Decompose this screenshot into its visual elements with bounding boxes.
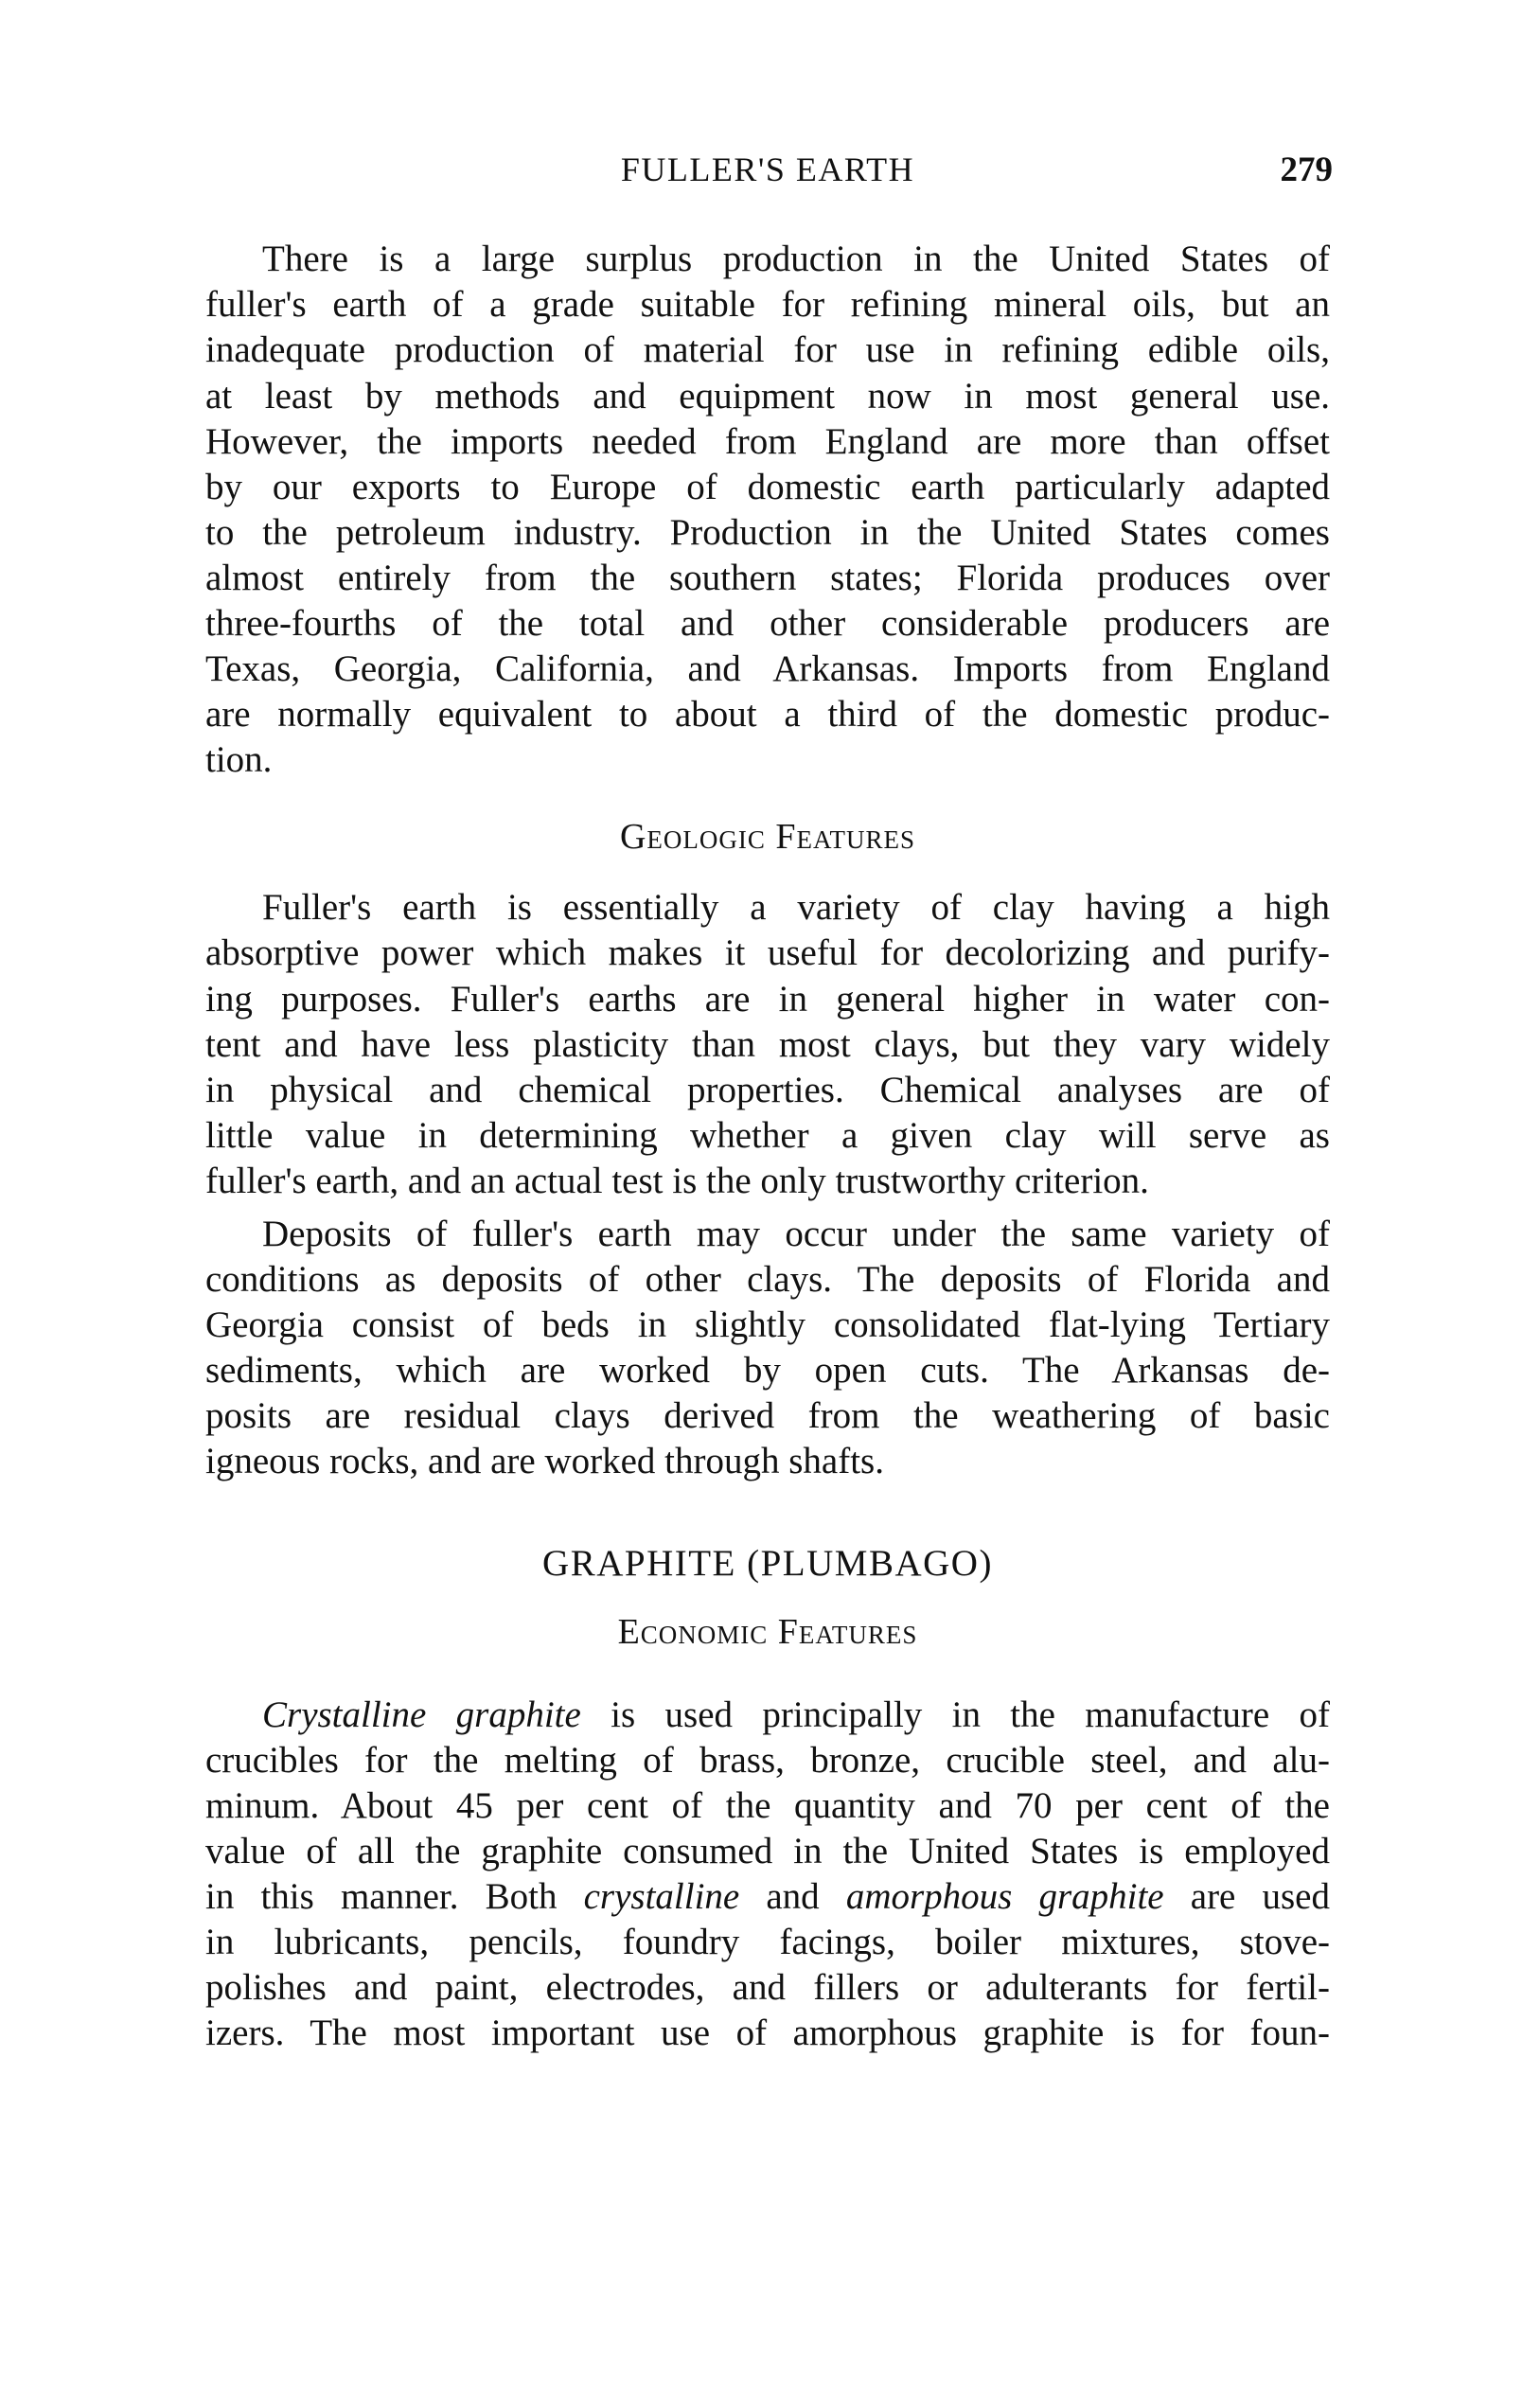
paragraph-line: Deposits of fuller's earth may occur under the same variety of	[262, 1214, 1330, 1254]
italic-term: crystalline	[583, 1876, 740, 1917]
paragraph-line: Georgia consist of beds in slightly consolidated flat-lying Tertiary	[205, 1304, 1330, 1345]
paragraph-line: There is a large surplus production in the United States of	[262, 239, 1330, 279]
paragraph-line: izers. The most important use of amorphous graphite is for foun-	[205, 2013, 1330, 2053]
paragraph-line: conditions as deposits of other clays. The deposits of Florida and	[205, 1259, 1330, 1300]
paragraph-line: absorptive power which makes it useful for decolorizing and purify-	[205, 932, 1330, 973]
paragraph-line: crucibles for the melting of brass, bronze, crucible steel, and alu-	[205, 1740, 1330, 1781]
paragraph-line: tion.	[205, 739, 273, 780]
paragraph-line: tent and have less plasticity than most clays, but they vary widely	[205, 1024, 1330, 1065]
section-heading-economic-features: Economic Features	[617, 1612, 918, 1652]
paragraph-line: Fuller's earth is essentially a variety of clay having a high	[262, 887, 1330, 928]
running-head	[205, 150, 1333, 195]
paragraph-line: posits are residual clays derived from the weathering of basic	[205, 1395, 1330, 1436]
paragraph-line: polishes and paint, electrodes, and fillers or adulterants for fertil-	[205, 1967, 1330, 2008]
paragraph-line: However, the imports needed from England are more than offset	[205, 421, 1330, 462]
paragraph-line: little value in determining whether a given clay will serve as	[205, 1115, 1330, 1156]
paragraph-line: almost entirely from the southern states; Florida produces over	[205, 558, 1330, 598]
paragraph-line: igneous rocks, and are worked through shafts.	[205, 1441, 884, 1481]
italic-term: Crystalline graphite	[262, 1694, 581, 1735]
paragraph-line: in lubricants, pencils, foundry facings, boiler mixtures, stove-	[205, 1922, 1330, 1962]
paragraph-line: in this manner. Both crystalline and amorphous graphite are used	[205, 1876, 1330, 1917]
paragraph-line: ing purposes. Fuller's earths are in general higher in water con-	[205, 979, 1330, 1020]
paragraph-line: inadequate production of material for use in refining edible oils,	[205, 329, 1330, 370]
paragraph-line: by our exports to Europe of domestic earth particularly adapted	[205, 467, 1330, 507]
running-title: FULLER'S EARTH	[620, 151, 915, 188]
paragraph-line: minum. About 45 per cent of the quantity and 70 per cent of the	[205, 1785, 1330, 1826]
paragraph-line: three-fourths of the total and other considerable producers are	[205, 603, 1330, 644]
paragraph-line: at least by methods and equipment now in most general use.	[205, 376, 1330, 417]
paragraph-line: Crystalline graphite is used principally in the manufacture of	[262, 1694, 1330, 1735]
paragraph-line: are normally equivalent to about a third of the domestic produc-	[205, 694, 1330, 735]
paragraph-line: sediments, which are worked by open cuts. The Arkansas de-	[205, 1350, 1330, 1391]
chapter-title-graphite: GRAPHITE (PLUMBAGO)	[542, 1543, 993, 1584]
section-heading-geologic-features: Geologic Features	[619, 817, 916, 857]
paragraph-line: to the petroleum industry. Production in the United States comes	[205, 512, 1330, 553]
paragraph-line: fuller's earth of a grade suitable for refining mineral oils, but an	[205, 284, 1330, 325]
page-number: 279	[1280, 151, 1333, 189]
paragraph-line: value of all the graphite consumed in the United States is employed	[205, 1831, 1330, 1871]
paragraph-line: Texas, Georgia, California, and Arkansas. Imports from England	[205, 648, 1330, 689]
italic-term: amorphous graphite	[845, 1876, 1164, 1917]
paragraph-line: in physical and chemical properties. Chemical analyses are of	[205, 1070, 1330, 1110]
paragraph-line: fuller's earth, and an actual test is the only trustworthy criterion.	[205, 1161, 1149, 1201]
